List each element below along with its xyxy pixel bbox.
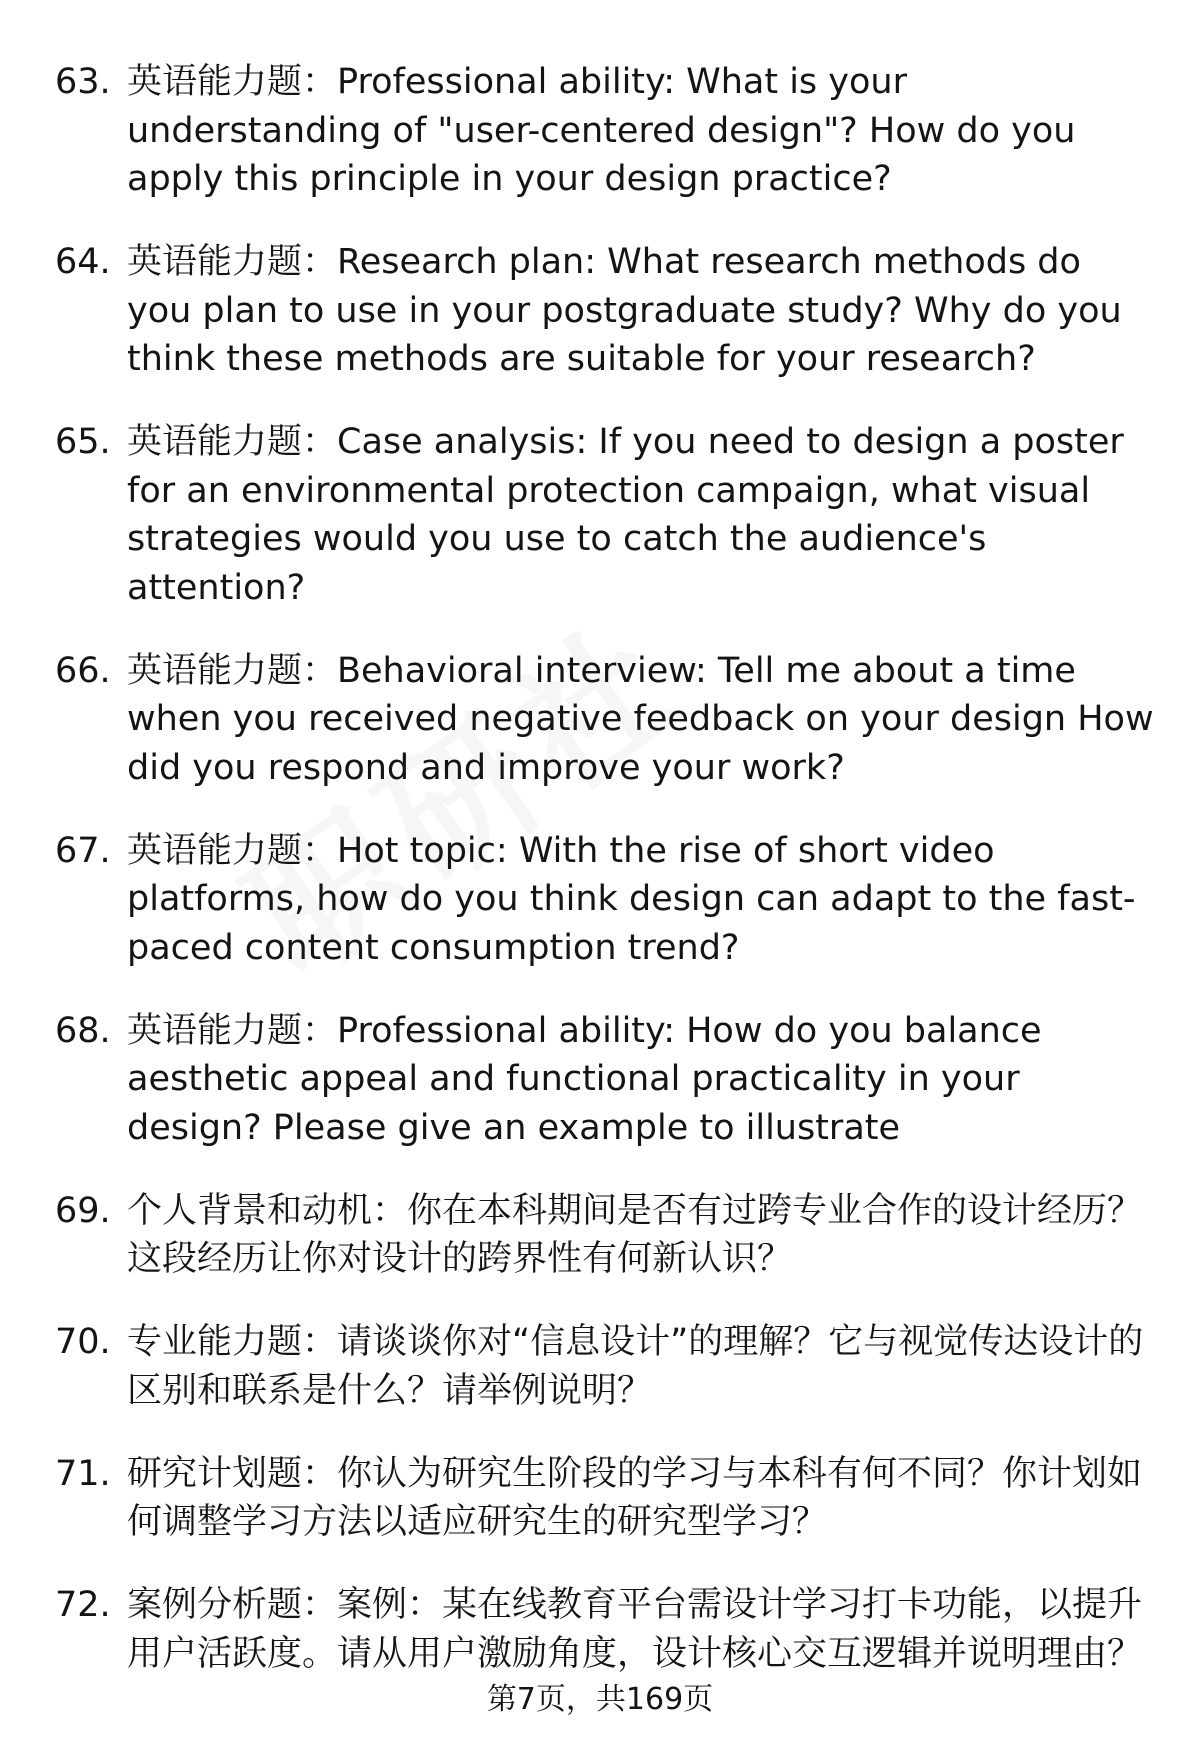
page-footer: 第7页，共169页 (486, 1682, 714, 1717)
question-number: 63. (55, 62, 111, 102)
question-item (55, 238, 1155, 384)
question-number: 72. (55, 1585, 111, 1625)
question-text: 英语能力题：Professional ability: What is your understanding of "user-centered design"? How do you apply this principle in your design practice? (127, 62, 1076, 199)
question-number: 64. (55, 242, 111, 282)
question-item (55, 58, 1155, 204)
question-item (55, 1450, 1155, 1547)
question-number: 68. (55, 1010, 111, 1051)
question-number: 70. (55, 1322, 111, 1362)
question-item (55, 418, 1155, 612)
question-number: 66. (55, 650, 111, 691)
question-text: 英语能力题：Professional ability: How do you balance aesthetic appeal and functional practicality in your design? Please give an example to illustrate (127, 1010, 1042, 1148)
question-item (55, 1007, 1155, 1153)
question-text: 英语能力题：Behavioral interview: Tell me about a time when you received negative feedback on your design How did you respond and improve your work? (127, 650, 1154, 788)
question-text: 个人背景和动机：你在本科期间是否有过跨专业合作的设计经历？这段经历让你对设计的跨界性有何新认识？ (127, 1190, 1143, 1279)
question-number: 71. (55, 1453, 111, 1494)
question-text: 英语能力题：Case analysis: If you need to design a poster for an environmental protection campaign, what visual strategies would you use to catch the audience's attention? (127, 422, 1124, 608)
question-text: 案例分析题：案例：某在线教育平台需设计学习打卡功能，以提升用户活跃度。请从用户激励角度，设计核心交互逻辑并说明理由？ (127, 1585, 1143, 1674)
question-item (55, 1187, 1155, 1284)
question-text: 研究计划题：你认为研究生阶段的学习与本科有何不同？你计划如何调整学习方法以适应研究生的研究型学习？ (127, 1453, 1143, 1542)
question-text: 英语能力题：Hot topic: With the rise of short video platforms, how do you think design can adapt to the fast-paced content consumption trend? (127, 830, 1136, 968)
question-text: 专业能力题：请谈谈你对“信息设计”的理解？它与视觉传达设计的区别和联系是什么？请举例说明？ (127, 1322, 1144, 1411)
question-number: 69. (55, 1190, 111, 1231)
question-item (55, 827, 1155, 973)
question-list (55, 58, 1155, 1713)
question-number: 65. (55, 422, 111, 462)
question-item (55, 1318, 1155, 1415)
question-number: 67. (55, 830, 111, 871)
question-text: 英语能力题：Research plan: What research methods do you plan to use in your postgraduate study? Why do you think these methods are suitable for your research? (127, 242, 1122, 379)
question-item (55, 1581, 1155, 1678)
question-item (55, 647, 1155, 793)
